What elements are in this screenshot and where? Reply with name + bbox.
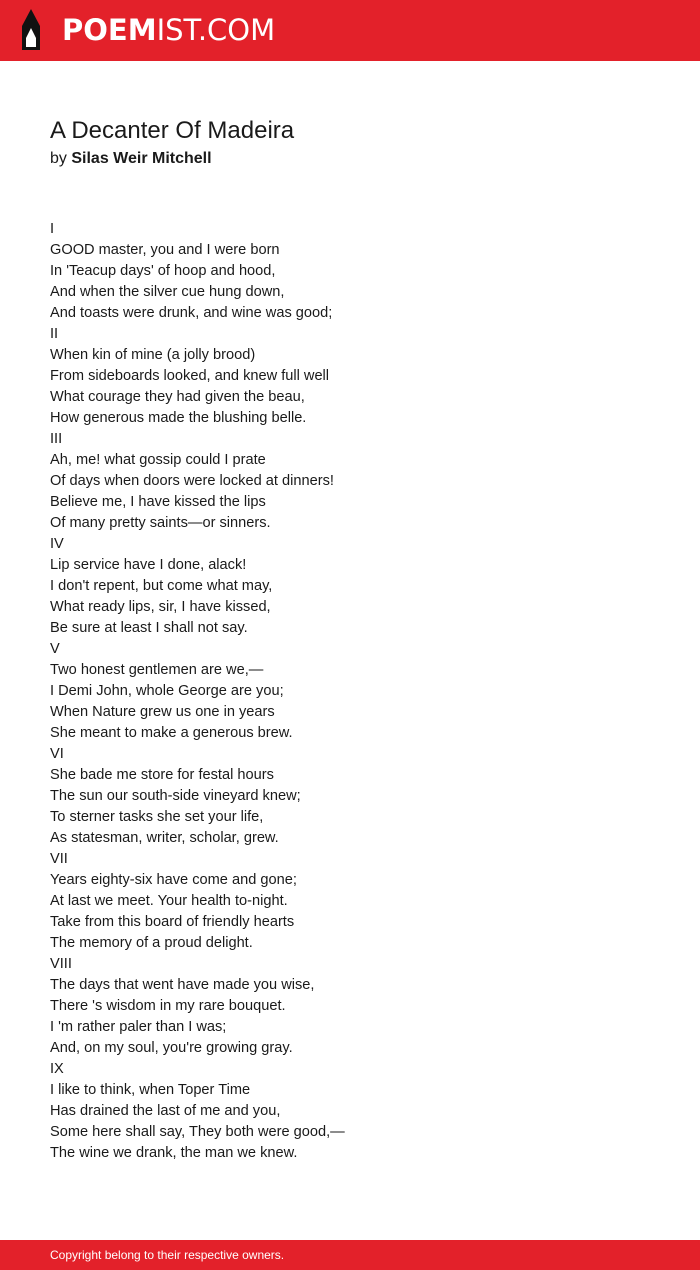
- poem-line: I like to think, when Toper Time: [50, 1082, 251, 1098]
- poem-title: A Decanter Of Madeira: [50, 117, 295, 144]
- author-name: Silas Weir Mitchell: [71, 150, 212, 167]
- poem-line: VIII: [50, 956, 72, 972]
- poem-line: At last we meet. Your health to-night.: [50, 893, 288, 909]
- site-logo[interactable]: [62, 12, 275, 48]
- poem-line: I Demi John, whole George are you;: [50, 683, 284, 699]
- byline: [50, 149, 212, 169]
- poem-line: IX: [50, 1061, 64, 1077]
- poem-line: The wine we drank, the man we knew.: [50, 1145, 298, 1161]
- poem-line: From sideboards looked, and knew full well: [50, 368, 330, 384]
- poem-line: When Nature grew us one in years: [50, 704, 275, 720]
- poem-body: [50, 219, 650, 1164]
- site-header: [0, 0, 700, 61]
- by-label: by: [50, 150, 67, 167]
- copyright-text: Copyright belong to their respective owners.: [50, 1248, 285, 1262]
- poem-line: She bade me store for festal hours: [50, 767, 274, 783]
- poem-line: And toasts were drunk, and wine was good;: [50, 305, 333, 321]
- poem-line: IV: [50, 536, 64, 552]
- poem-line: Some here shall say, They both were good,—: [50, 1124, 345, 1140]
- poem-line: Two honest gentlemen are we,—: [50, 662, 264, 678]
- poem-line: Of days when doors were locked at dinners!: [50, 473, 334, 489]
- poem-line: And when the silver cue hung down,: [50, 284, 285, 300]
- poem-line: Be sure at least I shall not say.: [50, 620, 248, 636]
- logo-light-text: IST.COM: [156, 13, 276, 47]
- poem-line: I 'm rather paler than I was;: [50, 1019, 227, 1035]
- poem-line: And, on my soul, you're growing gray.: [50, 1040, 293, 1056]
- poem-line: What courage they had given the beau,: [50, 389, 305, 405]
- poem-line: III: [50, 431, 63, 447]
- poem-line: I: [50, 221, 55, 237]
- poem-line: There 's wisdom in my rare bouquet.: [50, 998, 286, 1014]
- poem-line: What ready lips, sir, I have kissed,: [50, 599, 271, 615]
- poem-line: VI: [50, 746, 64, 762]
- poem-line: Of many pretty saints—or sinners.: [50, 515, 271, 531]
- poem-line: I don't repent, but come what may,: [50, 578, 273, 594]
- poem-line: In 'Teacup days' of hoop and hood,: [50, 263, 276, 279]
- poem-line: The days that went have made you wise,: [50, 977, 315, 993]
- poem-line: II: [50, 326, 59, 342]
- poem-line: She meant to make a generous brew.: [50, 725, 293, 741]
- poem-line: GOOD master, you and I were born: [50, 242, 280, 258]
- pencil-icon: [17, 8, 45, 52]
- poem-line: How generous made the blushing belle.: [50, 410, 307, 426]
- poem-line: As statesman, writer, scholar, grew.: [50, 830, 279, 846]
- poem-line: Believe me, I have kissed the lips: [50, 494, 266, 510]
- poem-line: Has drained the last of me and you,: [50, 1103, 281, 1119]
- poem-line: Ah, me! what gossip could I prate: [50, 452, 266, 468]
- poem-line: When kin of mine (a jolly brood): [50, 347, 256, 363]
- poem-line: VII: [50, 851, 68, 867]
- poem-line: V: [50, 641, 60, 657]
- poem-line: To sterner tasks she set your life,: [50, 809, 264, 825]
- poem-line: The memory of a proud delight.: [50, 935, 253, 951]
- poem-line: Take from this board of friendly hearts: [50, 914, 295, 930]
- logo-bold-text: POEM: [62, 13, 157, 47]
- poem-line: Years eighty-six have come and gone;: [50, 872, 297, 888]
- site-footer: [0, 1240, 700, 1270]
- poem-line: The sun our south-side vineyard knew;: [50, 788, 301, 804]
- poem-line: Lip service have I done, alack!: [50, 557, 247, 573]
